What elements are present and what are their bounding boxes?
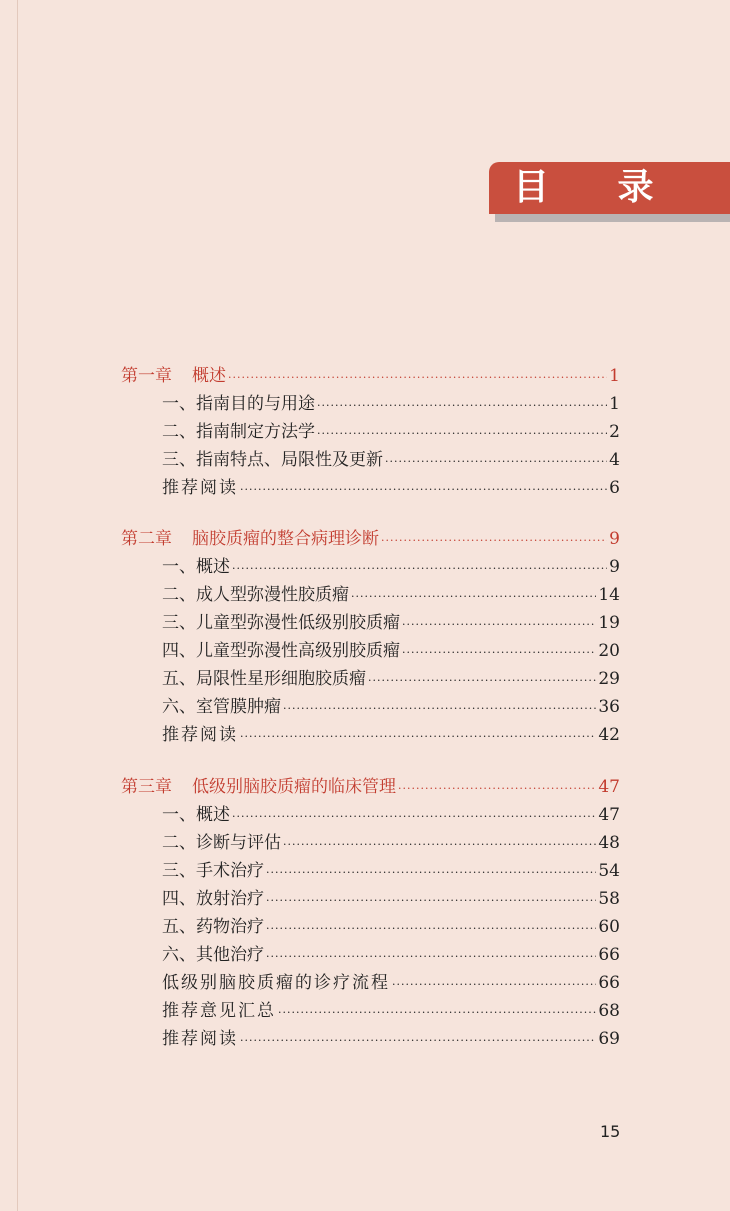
toc-item[interactable] [162,418,620,446]
leader-dots [398,775,596,803]
leader-dots [266,887,596,915]
item-label: 四、放射治疗 [162,889,264,909]
item-label: 一、指南目的与用途 [162,394,315,414]
item-page: 66 [598,945,620,965]
leader-dots [266,859,596,887]
item-label: 低级别脑胶质瘤的诊疗流程 [162,973,390,993]
leader-dots [283,695,596,723]
chapter-title: 低级别脑胶质瘤的临床管理 [192,777,396,797]
leader-dots [402,639,596,667]
leader-dots [266,943,596,971]
leader-dots [240,1027,596,1055]
chapter-page: 47 [598,777,620,797]
leader-dots [317,392,607,420]
toc-item[interactable] [162,474,620,502]
chapter-page: 1 [609,366,620,386]
item-page: 2 [609,422,620,442]
item-label: 四、儿童型弥漫性高级别胶质瘤 [162,641,400,661]
toc-item[interactable] [162,581,620,609]
item-page: 66 [598,973,620,993]
item-page: 60 [598,917,620,937]
item-page: 58 [598,889,620,909]
toc-item[interactable] [162,609,620,637]
toc-item[interactable] [162,446,620,474]
item-label: 推荐阅读 [162,478,238,498]
item-label: 二、成人型弥漫性胶质瘤 [162,585,349,605]
toc-item[interactable] [162,1025,620,1053]
item-label: 三、指南特点、局限性及更新 [162,450,383,470]
item-label: 二、诊断与评估 [162,833,281,853]
page-number: 15 [600,1122,621,1141]
toc-item[interactable] [162,857,620,885]
item-page: 47 [598,805,620,825]
leader-dots [232,555,607,583]
item-label: 推荐阅读 [162,725,238,745]
toc-item[interactable] [162,553,620,581]
item-label: 推荐意见汇总 [162,1001,276,1021]
chapter-number: 第一章 [121,366,172,386]
toc-item[interactable] [162,913,620,941]
toc-item[interactable] [162,997,620,1025]
toc-item[interactable] [162,829,620,857]
item-page: 36 [598,697,620,717]
leader-dots [402,611,596,639]
toc-chapter-1[interactable] [121,362,620,390]
item-page: 6 [609,478,620,498]
item-page: 19 [598,613,620,633]
leader-dots [266,915,596,943]
leader-dots [385,448,607,476]
leader-dots [351,583,596,611]
item-label: 五、药物治疗 [162,917,264,937]
item-page: 42 [598,725,620,745]
toc-chapter-3[interactable] [121,773,620,801]
chapter-page: 9 [609,529,620,549]
leader-dots [278,999,596,1027]
item-page: 68 [598,1001,620,1021]
toc-item[interactable] [162,801,620,829]
toc-item[interactable] [162,665,620,693]
leader-dots [392,971,596,999]
item-label: 六、其他治疗 [162,945,264,965]
item-page: 4 [609,450,620,470]
leader-dots [368,667,596,695]
toc-item[interactable] [162,885,620,913]
leader-dots [317,420,607,448]
toc-item[interactable] [162,390,620,418]
toc-item[interactable] [162,693,620,721]
toc-item[interactable] [162,969,620,997]
leader-dots [283,831,596,859]
item-page: 9 [609,557,620,577]
item-label: 一、概述 [162,805,230,825]
toc-item[interactable] [162,941,620,969]
item-label: 一、概述 [162,557,230,577]
item-page: 48 [598,833,620,853]
item-page: 1 [609,394,620,414]
item-page: 14 [598,585,620,605]
toc-title-banner [489,162,730,214]
toc-item[interactable] [162,637,620,665]
leader-dots [228,364,607,392]
leader-dots [232,803,596,831]
leader-dots [240,476,607,504]
toc-title: 目 录 [513,167,682,208]
leader-dots [381,527,607,555]
chapter-number: 第三章 [121,777,172,797]
leader-dots [240,723,596,751]
item-label: 推荐阅读 [162,1029,238,1049]
item-label: 五、局限性星形细胞胶质瘤 [162,669,366,689]
item-page: 54 [598,861,620,881]
chapter-number: 第二章 [121,529,172,549]
item-label: 六、室管膜肿瘤 [162,697,281,717]
item-page: 20 [598,641,620,661]
item-label: 三、手术治疗 [162,861,264,881]
chapter-title: 概述 [192,366,226,386]
item-page: 29 [598,669,620,689]
item-page: 69 [598,1029,620,1049]
chapter-title: 脑胶质瘤的整合病理诊断 [192,529,379,549]
toc-chapter-2[interactable] [121,525,620,553]
item-label: 二、指南制定方法学 [162,422,315,442]
item-label: 三、儿童型弥漫性低级别胶质瘤 [162,613,400,633]
toc-item[interactable] [162,721,620,749]
page-edge-line [17,0,18,1211]
